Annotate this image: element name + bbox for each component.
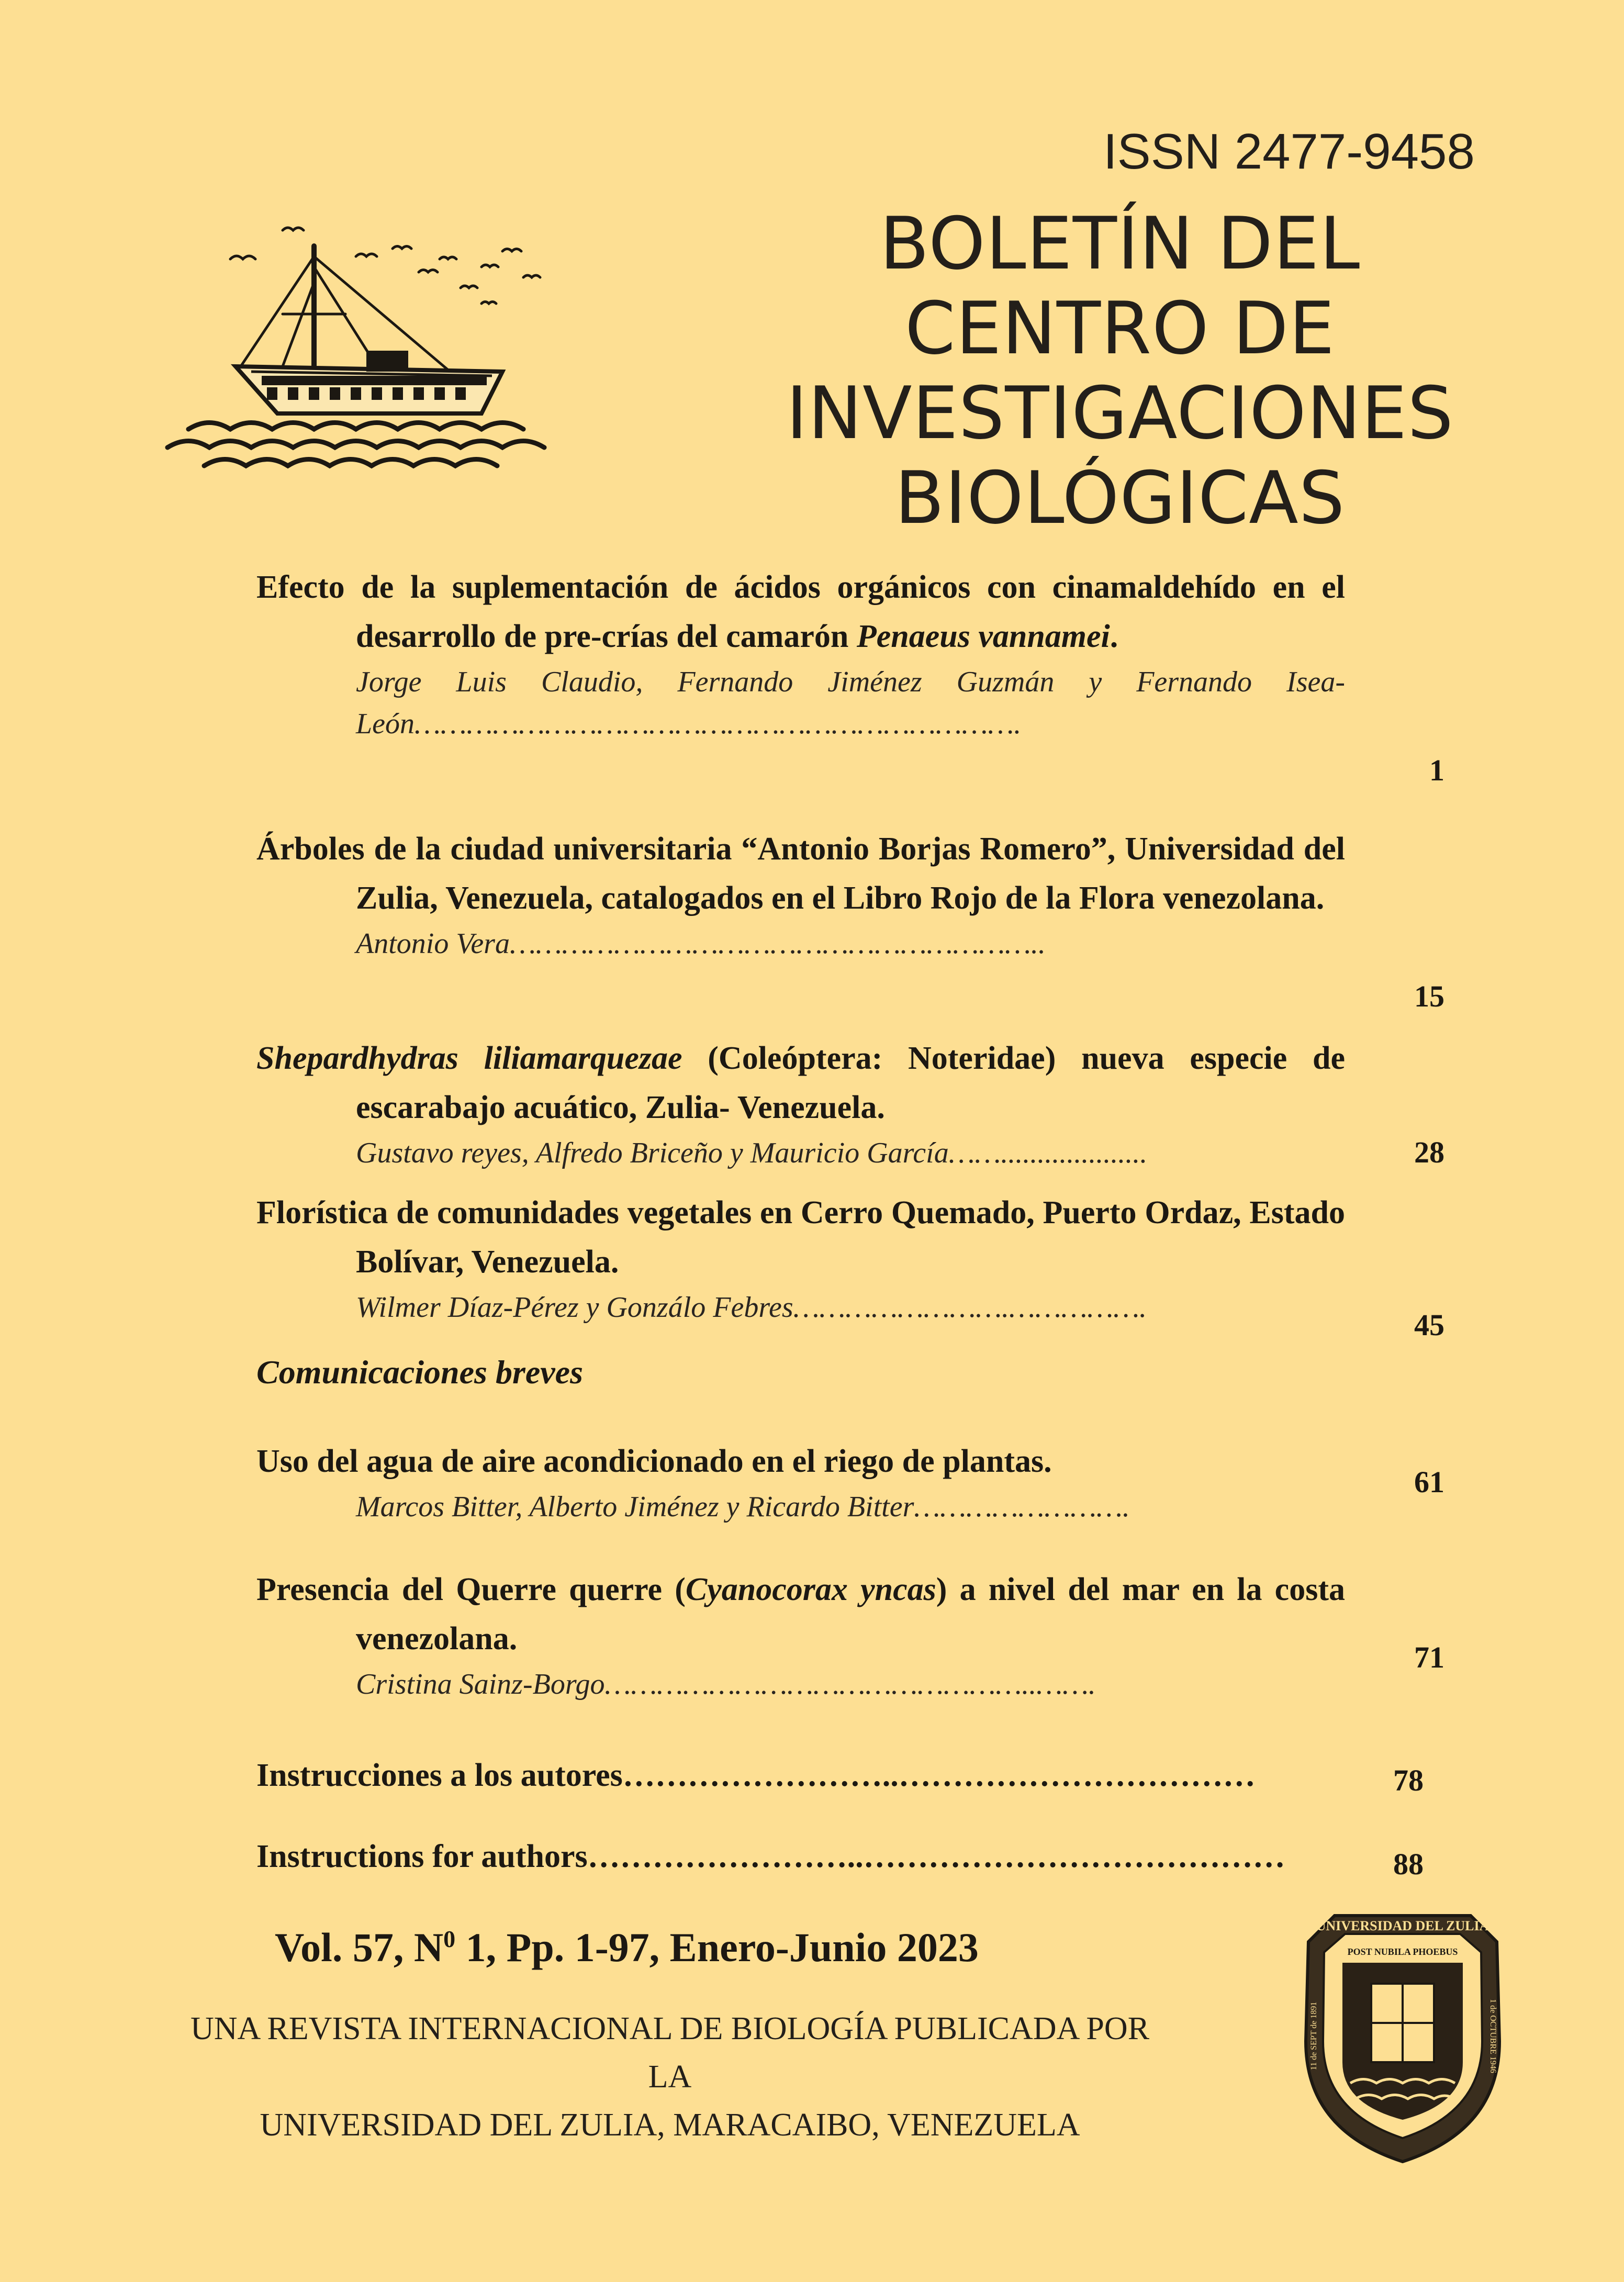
article-entry[interactable] [256,1034,1444,1174]
university-seal [1293,1905,1513,2167]
svg-text:11 de SEPT de 1891: 11 de SEPT de 1891 [1309,2001,1318,2071]
article-entry[interactable] [256,563,1444,787]
volume-info: Vol. 57, $N^0$ 1, Pp. 1-97, Enero-Junio 2023 [275,1925,979,1970]
page-number: 45 [1414,1308,1444,1342]
section-heading: Comunicaciones breves [256,1353,583,1391]
article-title: Presencia del Querre querre (Cyanocorax yncas) a nivel del mar en la costa venezolana. [256,1572,1345,1657]
page-number: 78 [1393,1763,1424,1797]
svg-text:1 de OCTUBRE 1946: 1 de OCTUBRE 1946 [1488,1999,1497,2073]
instructions-entry-es[interactable]: Instrucciones a los autores……………………..…………………………… [256,1758,1256,1793]
article-authors: Jorge Luis Claudio, Fernando Jiménez Guzmán y Fernando Isea-León……………………………………………………………. [356,666,1345,740]
instructions-entry-en[interactable]: Instructions for authors……………………..………………………………… [256,1839,1285,1874]
page-number: 1 [1429,753,1444,787]
article-title: Efecto de la suplementación de ácidos orgánicos con cinamaldehído en el desarrollo de pre-crías del camarón Penaeus vannamei. [256,569,1345,654]
page-number: 71 [1414,1640,1444,1674]
publisher-line: UNA REVISTA INTERNACIONAL DE BIOLOGÍA PUBLICADA POR [190,2011,1150,2046]
article-entry[interactable] [256,1437,1444,1528]
journal-title-line: BOLETÍN DEL [879,202,1361,286]
article-authors: Marcos Bitter, Alberto Jiménez y Ricardo Bitter……………………. [356,1491,1130,1523]
journal-title-line: INVESTIGACIONES [786,371,1454,455]
article-authors: Antonio Vera…………………………………………………….. [356,927,1046,960]
article-title: Florística de comunidades vegetales en Cerro Quemado, Puerto Ordaz, Estado Bolívar, Venezuela. [256,1195,1345,1280]
article-entry[interactable] [256,1188,1444,1342]
article-authors: Gustavo reyes, Alfredo Briceño y Mauricio García…….................... [356,1137,1148,1169]
article-authors: Cristina Sainz-Borgo…………………………………………..……. [356,1668,1096,1701]
article-authors: Wilmer Díaz-Pérez y Gonzálo Febres…………………….……………. [356,1291,1147,1324]
page-number: 15 [1414,979,1444,1013]
publisher-line: UNIVERSIDAD DEL ZULIA, MARACAIBO, VENEZUELA [260,2107,1080,2143]
page-number: 88 [1393,1847,1424,1881]
svg-text:POST NUBILA PHOEBUS: POST NUBILA PHOEBUS [1347,1947,1458,1957]
article-entry[interactable] [256,1565,1444,1705]
svg-text:UNIVERSIDAD DEL ZULIA: UNIVERSIDAD DEL ZULIA [1316,1918,1489,1933]
page-number: 61 [1414,1465,1444,1499]
article-entry[interactable] [256,824,1444,1013]
article-title: Shepardhydras liliamarquezae (Coleóptera: Noteridae) nueva especie de escarabajo acuático, Zulia- Venezuela. [256,1041,1345,1125]
boat-illustration [157,209,628,482]
page-number: 28 [1414,1135,1444,1169]
article-title: Árboles de la ciudad universitaria “Antonio Borjas Romero”, Universidad del Zulia, Venezuela, catalogados en el Libro Rojo de la Flora venezolana. [256,831,1345,916]
journal-title-line: BIOLÓGICAS [894,456,1346,540]
article-title: Uso del agua de aire acondicionado en el riego de plantas. [256,1444,1052,1479]
journal-title-line: CENTRO DE [905,286,1335,371]
issn-number: ISSN 2477-9458 [1103,124,1475,180]
journal-title [722,202,1518,541]
publisher-statement [79,2005,1261,2149]
publisher-line: LA [648,2059,692,2095]
